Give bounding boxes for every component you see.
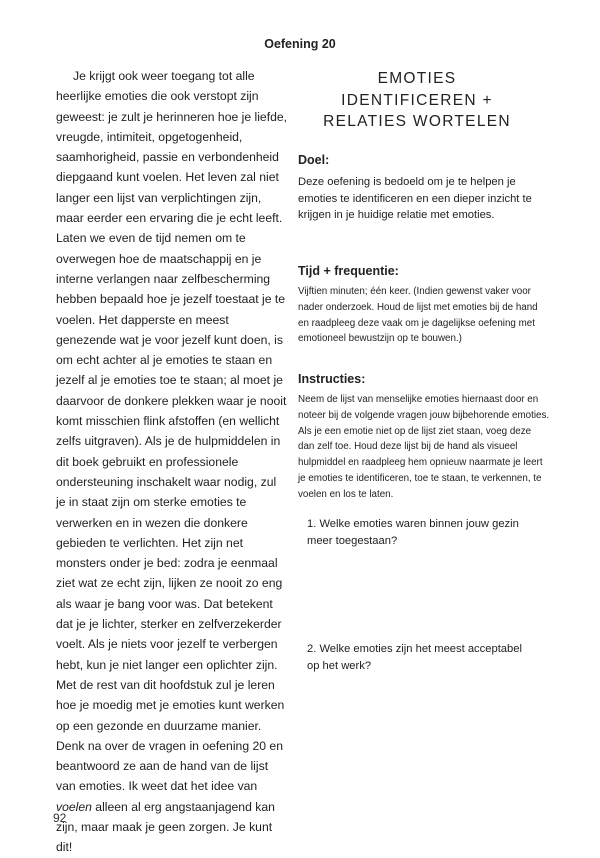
exercise-column (298, 66, 550, 672)
exercise-title-line-2: IDENTIFICEREN + (341, 91, 493, 109)
exercise-title-line-3: RELATIES WORTELEN (323, 113, 511, 130)
page-number: 92 (53, 811, 67, 825)
doel-body: Deze oefening is bedoeld om je te helpen je emoties te identificeren en een dieper inzicht te krijgen in je huidige relatie met emoties. (298, 176, 532, 221)
exercise-title (298, 66, 536, 133)
instructies-body: Neem de lijst van menselijke emoties hiernaast door en noteer bij de volgende vragen jouw bijbehorende emoties. Als je een emotie niet op de lijst ziet staan, voeg deze dan zelf toe. Houd deze lijst bij de hand als visueel hulpmiddel en raadpleeg hem opnieuw naarmate je leert je emoties te identificeren, toe te staan, te verkennen, te voelen en los te laten. (298, 394, 550, 500)
doel-heading: Doel: (298, 153, 330, 167)
question-1: 1. Welke emoties waren binnen jouw gezin meer toegestaan? (307, 518, 519, 547)
body-text-part-1: Je krijgt ook weer toegang tot alle heerlijke emoties die ook verstopt zijn geweest: je zult je herinneren hoe je liefde, vreugde, intimiteit, opgetogenheid, saamhorigheid, passie en verbondenheid diepgaand kunt voelen. Het leven zal niet langer een lijst van verplichtingen zijn, maar eerder een ervaring die je echt leeft. Laten we even de tijd nemen om te overwegen hoe de maatschappij en je interne verlangen naar zelfbescherming hebben bepaald hoe je jezelf toestaat je te voelen. Het dapperste en meest genezende wat je voor jezelf kunt doen, is om echt achter al je emoties te staan en jezelf al je emoties toe te staan; al moet je daarvoor de donkere plekken waar je nooit komt misschien flink afstoffen (en wellicht zelfs uitgraven). Als je de hulpmiddelen in dit boek gebruikt en professionele ondersteuning inschakelt waar nodig, zul je in staat zijn om sterke emoties te verwerken en in wezen die donkere gebieden te verlichten. Het zijn net monsters onder je bed: zodra je eenmaal ziet wat ze echt zijn, lijken ze nooit zo eng als waar je bang voor was. Dat betekent dat je je lichter, sterker en zelfverzekerder voelt. Als je niets voor jezelf te verbergen hebt, kun je niet langer een oplichter zijn. Met de rest van dit hoofdstuk zul je leren hoe je moedig met je emoties kunt werken op een gezonde en duurzame manier. Denk na over de vragen in oefening 20 en beantwoord ze aan de hand van de lijst van emoties. Ik weet dat het idee van (56, 69, 288, 794)
body-paragraph (56, 66, 288, 858)
body-text-part-2: alleen al erg angstaanjagend kan zijn, maar maak je geen zorgen. Je kunt dit! (56, 799, 275, 855)
emphasized-word: voelen (56, 799, 92, 814)
question-2: 2. Welke emoties zijn het meest acceptabel op het werk? (307, 643, 522, 672)
tijd-body: Vijftien minuten; één keer. (Indien gewenst vaker voor nader onderzoek. Houd de lijst met emoties bij de hand en raadpleeg deze vaak om je dagelijkse oefening met emotioneel bewustzijn op te bouwen.) (298, 286, 538, 345)
exercise-title-line-1: EMOTIES (377, 70, 457, 87)
tijd-heading: Tijd + frequentie: (298, 264, 399, 278)
running-header: Oefening 20 (264, 37, 336, 51)
instructies-heading: Instructies: (298, 372, 366, 386)
body-text-column (56, 66, 288, 858)
